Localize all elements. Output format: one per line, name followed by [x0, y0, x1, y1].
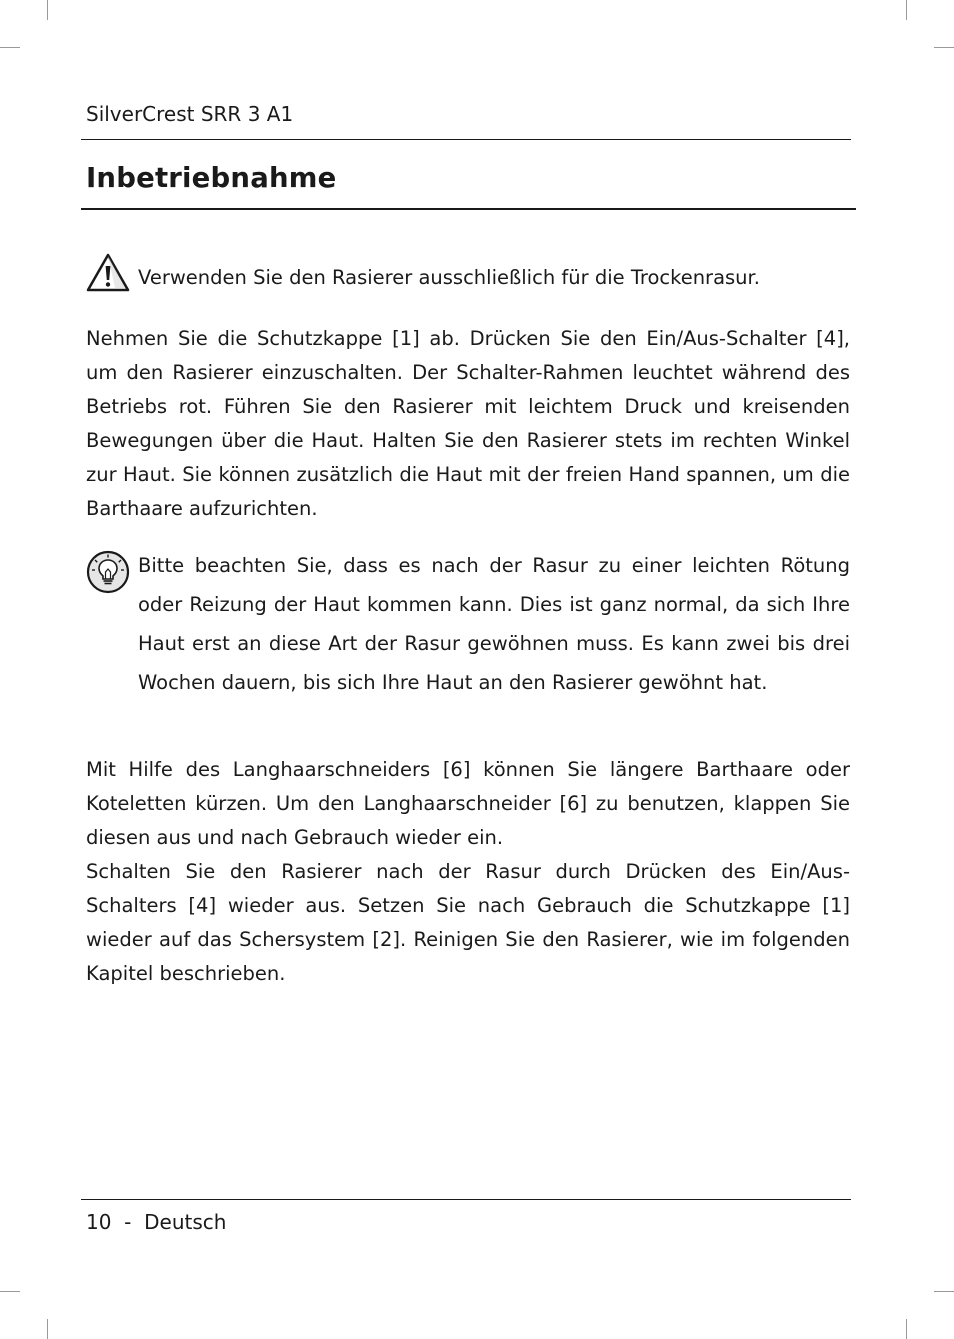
crop-mark	[47, 0, 48, 20]
paragraph-switch-off: Schalten Sie den Rasierer nach der Rasur durch Drücken des Ein/Aus-Schalters [4] wieder aus. Setzen Sie nach Gebrauch die Schutzkappe [1] wieder auf das Schersystem [2]. Reinigen Sie den Rasierer, wie im folgenden Kapitel beschrieben.	[86, 860, 850, 985]
lightbulb-icon	[86, 550, 130, 594]
warning-note	[86, 252, 856, 292]
footer-separator: -	[124, 1210, 132, 1234]
crop-mark	[0, 1291, 20, 1292]
paragraph-trimmer: Mit Hilfe des Langhaarschneiders [6] können Sie längere Barthaare oder Koteletten kürzen. Um den Langhaarschneider [6] zu benutzen, klappen Sie diesen aus und nach Gebrauch wieder ein.	[86, 758, 850, 849]
crop-mark	[906, 0, 907, 20]
section-title: Inbetriebnahme	[86, 162, 337, 194]
tip-note	[86, 546, 850, 746]
crop-mark	[0, 47, 20, 48]
warning-text: Verwenden Sie den Rasierer ausschließlich für die Trockenrasur.	[138, 266, 760, 289]
paragraph-operation: Nehmen Sie die Schutzkappe [1] ab. Drücken Sie den Ein/Aus-Schalter [4], um den Rasierer einzuschalten. Der Schalter-Rahmen leuchtet während des Betriebs rot. Führen Sie den Rasierer mit leichtem Druck und kreisenden Bewegungen über die Haut. Halten Sie den Rasierer stets im rechten Winkel zur Haut. Sie können zusätzlich die Haut mit der freien Hand spannen, um die Barthaare aufzurichten.	[86, 327, 850, 520]
footer	[86, 1208, 226, 1236]
page-number: 10	[86, 1210, 112, 1234]
crop-mark	[47, 1319, 48, 1339]
running-header: SilverCrest SRR 3 A1	[86, 102, 294, 126]
footer-rule	[81, 1199, 851, 1200]
tip-text: Bitte beachten Sie, dass es nach der Rasur zu einer leichten Rötung oder Reizung der Haut kommen kann. Dies ist ganz normal, da sich Ihre Haut erst an diese Art der Rasur gewöhnen muss. Es kann zwei bis drei Wochen dauern, bis sich Ihre Haut an den Rasierer gewöhnt hat.	[138, 554, 850, 694]
crop-mark	[934, 1291, 954, 1292]
crop-mark	[906, 1319, 907, 1339]
footer-language: Deutsch	[144, 1210, 227, 1234]
warning-triangle-icon	[86, 252, 130, 292]
title-rule	[81, 208, 856, 210]
crop-mark	[934, 47, 954, 48]
header-rule	[81, 139, 851, 140]
